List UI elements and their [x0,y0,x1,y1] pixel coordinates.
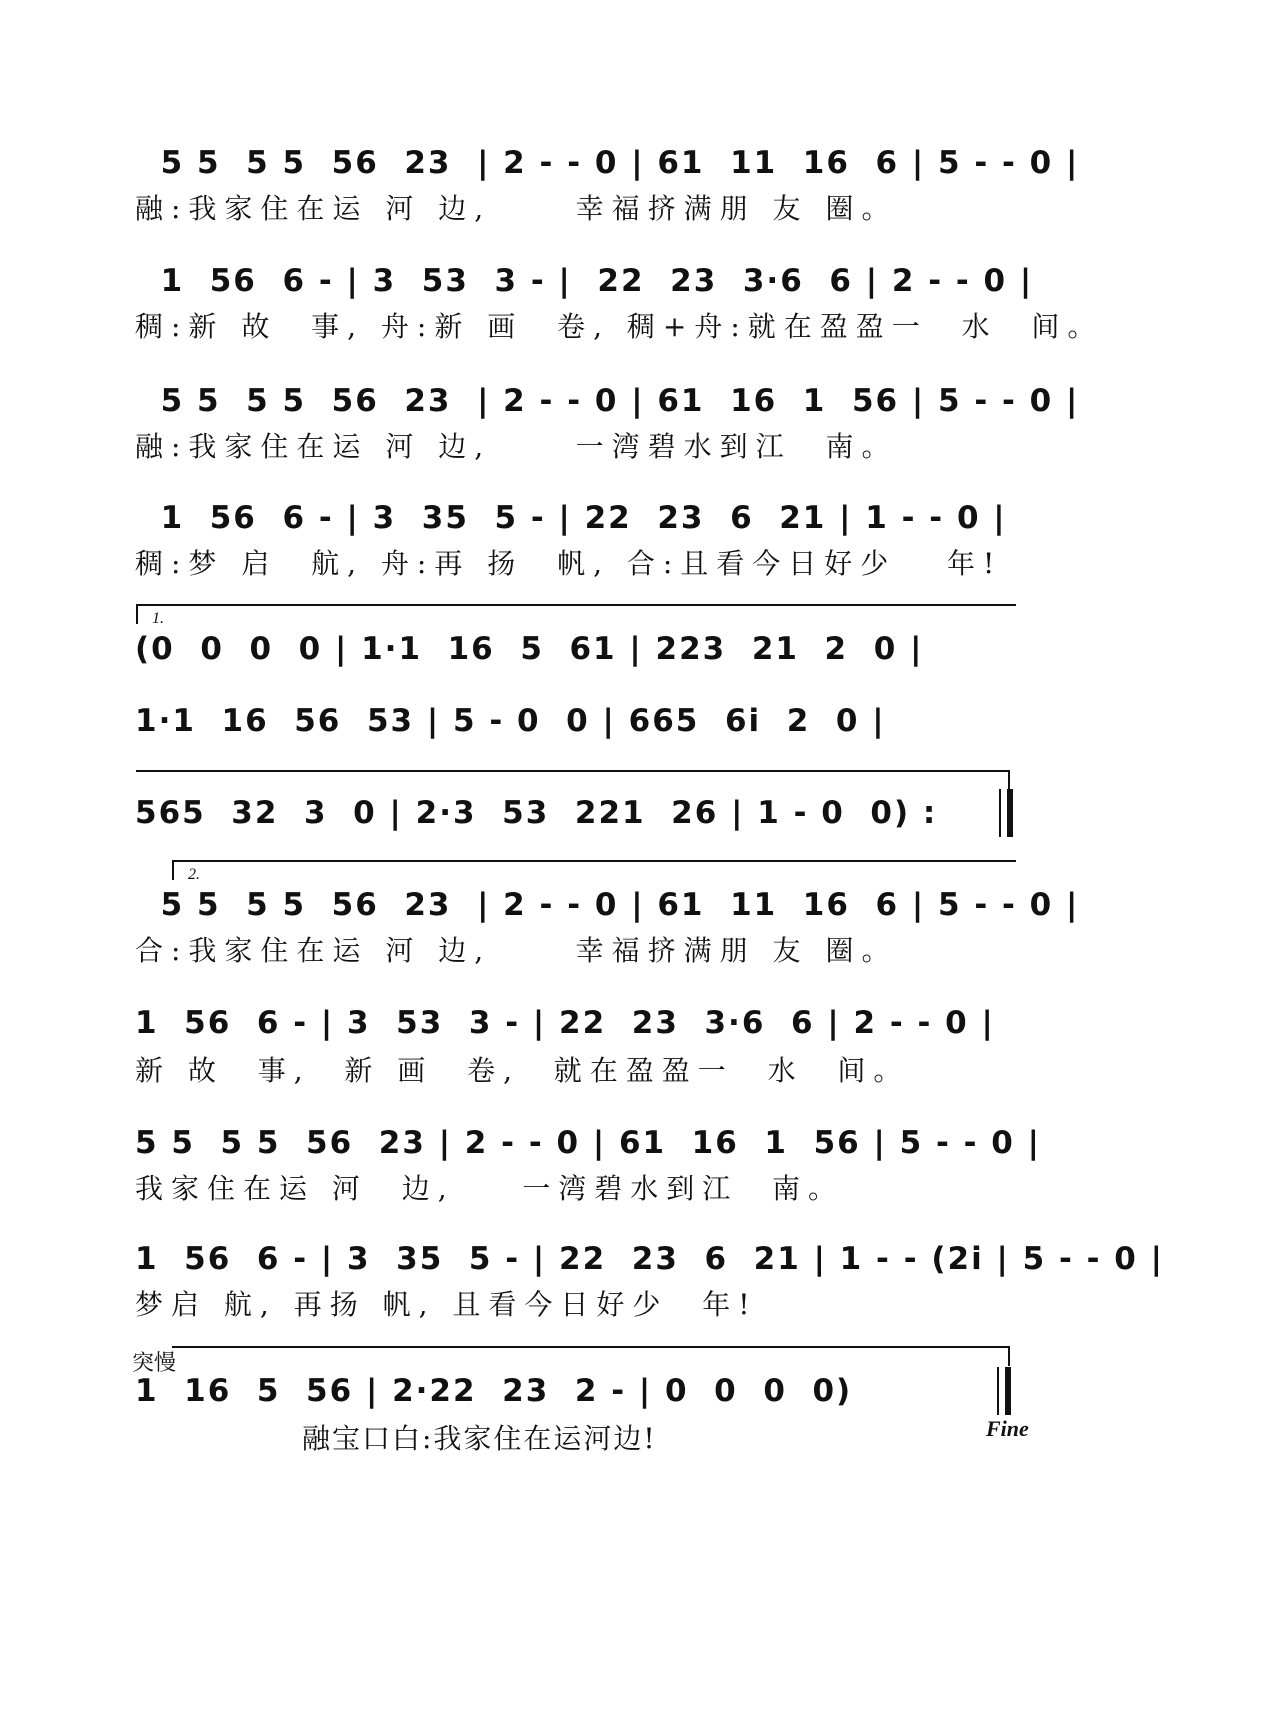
lyrics-line-10: 我家住在运 河 边, 一湾碧水到江 南。 [135,1172,845,1205]
notation-line-4: 1 56 6 - | 3 35 5 - | 22 23 6 21 | 1 - - 0 | [135,500,1007,536]
notation-line-11: 1 56 6 - | 3 35 5 - | 22 23 6 21 | 1 - - (2i | 5 - - 0 | [135,1241,1164,1277]
notation-line-12: 1 16 5 56 | 2·22 23 2 - | 0 0 0 0) [135,1373,853,1409]
final-thick-barline [1005,1367,1011,1415]
fine-mark: Fine [986,1416,1029,1441]
lyrics-line-3: 融:我家住在运 河 边, 一湾碧水到江 南。 [135,430,898,463]
lyrics-line-1: 融:我家住在运 河 边, 幸福挤满朋 友 圈。 [135,192,898,225]
volta-number-2: 2. [188,866,200,883]
spoken-line: 融宝口白:我家住在运河边! [302,1422,657,1455]
lyrics-line-9: 新 故 事, 新 画 卷, 就在盈盈一 水 间。 [135,1054,910,1087]
notation-line-2: 1 56 6 - | 3 53 3 - | 22 23 3·6 6 | 2 - - 0 | [135,263,1034,299]
repeat-thick-barline [1007,789,1013,837]
tempo-mark: 突慢 [132,1351,177,1376]
notation-line-7: 565 32 3 0 | 2·3 53 221 26 | 1 - 0 0) : [135,795,938,831]
notation-line-8: 5 5 5 5 56 23 | 2 - - 0 | 61 11 16 6 | 5 - - 0 | [135,887,1080,923]
lyrics-line-8: 合:我家住在运 河 边, 幸福挤满朋 友 圈。 [135,934,898,967]
repeat-thin-barline [999,789,1001,837]
notation-line-6: 1·1 16 56 53 | 5 - 0 0 | 665 6i 2 0 | [135,703,886,739]
notation-line-3: 5 5 5 5 56 23 | 2 - - 0 | 61 16 1 56 | 5 - - 0 | [135,383,1080,419]
notation-line-9: 1 56 6 - | 3 53 3 - | 22 23 3·6 6 | 2 - - 0 | [135,1005,995,1041]
volta-number-1: 1. [152,610,164,627]
notation-line-1: 5 5 5 5 56 23 | 2 - - 0 | 61 11 16 6 | 5 - - 0 | [135,145,1080,181]
notation-line-5: (0 0 0 0 | 1·1 16 5 61 | 223 21 2 0 | [135,631,924,667]
final-thin-barline [997,1367,999,1415]
lyrics-line-2: 稠:新 故 事, 舟:新 画 卷, 稠+舟:就在盈盈一 水 间。 [135,310,1104,343]
lyrics-line-4: 稠:梦 启 航, 舟:再 扬 帆, 合:且看今日好少 年! [135,547,1003,580]
notation-line-10: 5 5 5 5 56 23 | 2 - - 0 | 61 16 1 56 | 5 - - 0 | [135,1125,1041,1161]
lyrics-line-11: 梦启 航, 再扬 帆, 且看今日好少 年! [135,1288,758,1321]
